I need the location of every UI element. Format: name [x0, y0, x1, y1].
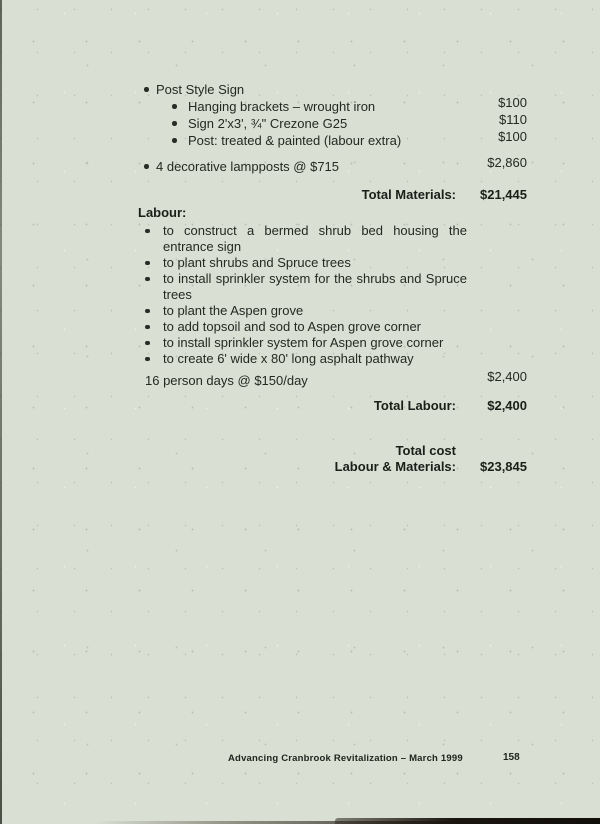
- labour-task-list: [138, 223, 527, 367]
- materials-item: [138, 155, 527, 175]
- materials-lamppost-list: [138, 155, 527, 175]
- total-materials-value: $21,445: [480, 187, 527, 202]
- total-materials-label: Total Materials:: [361, 187, 456, 202]
- labour-task: to construct a bermed shrub bed housing the entrance sign: [138, 223, 467, 255]
- scan-edge-bottom-dark: [335, 818, 600, 824]
- labour-task: to create 6' wide x 80' long asphalt pathway: [138, 351, 467, 367]
- grand-total-value: $23,845: [480, 459, 527, 474]
- lampposts-price: $2,860: [487, 155, 527, 170]
- materials-item-label: Hanging brackets – wrought iron: [188, 99, 376, 114]
- lampposts-label: 4 decorative lampposts @ $715: [156, 159, 340, 174]
- grand-total-labels: [138, 443, 456, 475]
- labour-task: to add topsoil and sod to Aspen grove corner: [138, 319, 467, 335]
- materials-sign-list: [138, 81, 527, 149]
- materials-group-heading: Post Style Sign: [156, 82, 245, 97]
- materials-item-label: Post: treated & painted (labour extra): [188, 133, 402, 148]
- person-days-row: [138, 369, 527, 388]
- labour-heading: Labour:: [138, 205, 187, 220]
- materials-item-label: Sign 2'x3', ¾" Crezone G25: [188, 116, 348, 131]
- grand-total-block: [138, 443, 527, 475]
- footer-page-number: 158: [503, 752, 520, 763]
- materials-item-price: $110: [499, 112, 527, 127]
- labour-task: to install sprinkler system for Aspen grove corner: [138, 335, 467, 351]
- total-labour-value: $2,400: [487, 398, 527, 413]
- total-labour-label: Total Labour:: [373, 398, 456, 413]
- labour-task: to plant the Aspen grove: [138, 303, 467, 319]
- labour-task: to install sprinkler system for the shrubs and Spruce trees: [138, 271, 467, 303]
- materials-item-price: $100: [498, 95, 527, 110]
- labour-task: to plant shrubs and Spruce trees: [138, 255, 467, 271]
- materials-item: [138, 129, 527, 149]
- scan-edge-left: [0, 0, 2, 824]
- grand-total-line1: Total cost: [395, 443, 456, 458]
- total-labour-row: [138, 398, 527, 413]
- materials-item-price: $100: [498, 129, 527, 144]
- total-materials-row: [138, 187, 527, 202]
- grand-total-line2: Labour & Materials:: [334, 459, 456, 474]
- person-days-price: $2,400: [487, 369, 527, 384]
- person-days-label: 16 person days @ $150/day: [145, 373, 308, 388]
- footer-report-title: Advancing Cranbrook Revitalization – March 1999: [228, 753, 463, 764]
